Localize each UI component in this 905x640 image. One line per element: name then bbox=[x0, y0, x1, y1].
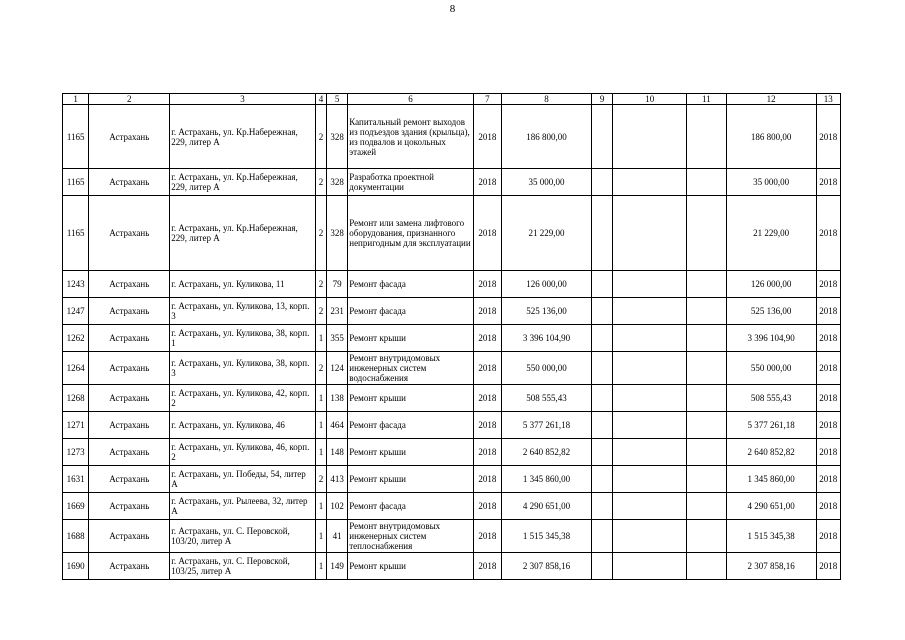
col-5-cell: 148 bbox=[327, 439, 348, 466]
address-cell: г. Астрахань, ул. Куликова, 42, корп. 2 bbox=[170, 385, 316, 412]
completion-year-cell: 2018 bbox=[816, 105, 840, 169]
year-cell: 2018 bbox=[473, 520, 501, 553]
total-amount-cell: 126 000,00 bbox=[726, 271, 816, 298]
city-cell: Астрахань bbox=[89, 493, 170, 520]
amount-cell: 21 229,00 bbox=[502, 196, 592, 271]
col-11-cell bbox=[687, 520, 726, 553]
column-header: 11 bbox=[687, 94, 726, 105]
year-cell: 2018 bbox=[473, 271, 501, 298]
work-type-cell: Ремонт фасада bbox=[348, 271, 473, 298]
amount-cell: 5 377 261,18 bbox=[502, 412, 592, 439]
col-9-cell bbox=[592, 466, 613, 493]
row-id-cell: 1243 bbox=[63, 271, 89, 298]
year-cell: 2018 bbox=[473, 553, 501, 580]
col-5-cell: 328 bbox=[327, 105, 348, 169]
table-row bbox=[63, 298, 841, 325]
column-header: 6 bbox=[348, 94, 473, 105]
col-10-cell bbox=[613, 169, 687, 196]
col-4-cell: 2 bbox=[315, 298, 326, 325]
col-5-cell: 328 bbox=[327, 196, 348, 271]
col-9-cell bbox=[592, 196, 613, 271]
col-9-cell bbox=[592, 439, 613, 466]
column-header: 10 bbox=[613, 94, 687, 105]
year-cell: 2018 bbox=[473, 325, 501, 352]
col-4-cell: 1 bbox=[315, 412, 326, 439]
amount-cell: 3 396 104,90 bbox=[502, 325, 592, 352]
amount-cell: 35 000,00 bbox=[502, 169, 592, 196]
address-cell: г. Астрахань, ул. Кр.Набережная, 229, литер А bbox=[170, 196, 316, 271]
col-5-cell: 102 bbox=[327, 493, 348, 520]
col-4-cell: 2 bbox=[315, 105, 326, 169]
address-cell: г. Астрахань, ул. Куликова, 46 bbox=[170, 412, 316, 439]
table-row bbox=[63, 169, 841, 196]
column-header: 1 bbox=[63, 94, 89, 105]
year-cell: 2018 bbox=[473, 493, 501, 520]
col-10-cell bbox=[613, 520, 687, 553]
col-11-cell bbox=[687, 169, 726, 196]
col-9-cell bbox=[592, 493, 613, 520]
column-header: 2 bbox=[89, 94, 170, 105]
col-10-cell bbox=[613, 105, 687, 169]
total-amount-cell: 2 307 858,16 bbox=[726, 553, 816, 580]
work-type-cell: Ремонт внутридомовых инженерных систем теплоснабжения bbox=[348, 520, 473, 553]
col-9-cell bbox=[592, 298, 613, 325]
address-cell: г. Астрахань, ул. С. Перовской, 103/25, литер А bbox=[170, 553, 316, 580]
table-row bbox=[63, 520, 841, 553]
table-row bbox=[63, 352, 841, 385]
col-4-cell: 1 bbox=[315, 493, 326, 520]
city-cell: Астрахань bbox=[89, 466, 170, 493]
city-cell: Астрахань bbox=[89, 105, 170, 169]
col-5-cell: 138 bbox=[327, 385, 348, 412]
city-cell: Астрахань bbox=[89, 439, 170, 466]
city-cell: Астрахань bbox=[89, 169, 170, 196]
col-11-cell bbox=[687, 352, 726, 385]
col-10-cell bbox=[613, 298, 687, 325]
completion-year-cell: 2018 bbox=[816, 325, 840, 352]
table-row bbox=[63, 412, 841, 439]
work-type-cell: Ремонт фасада bbox=[348, 493, 473, 520]
total-amount-cell: 550 000,00 bbox=[726, 352, 816, 385]
completion-year-cell: 2018 bbox=[816, 466, 840, 493]
col-11-cell bbox=[687, 298, 726, 325]
col-10-cell bbox=[613, 412, 687, 439]
col-9-cell bbox=[592, 271, 613, 298]
work-type-cell: Ремонт крыши bbox=[348, 439, 473, 466]
col-9-cell bbox=[592, 325, 613, 352]
total-amount-cell: 508 555,43 bbox=[726, 385, 816, 412]
col-10-cell bbox=[613, 385, 687, 412]
total-amount-cell: 21 229,00 bbox=[726, 196, 816, 271]
col-11-cell bbox=[687, 105, 726, 169]
amount-cell: 2 307 858,16 bbox=[502, 553, 592, 580]
work-type-cell: Ремонт фасада bbox=[348, 412, 473, 439]
col-10-cell bbox=[613, 553, 687, 580]
col-4-cell: 1 bbox=[315, 439, 326, 466]
row-id-cell: 1165 bbox=[63, 196, 89, 271]
address-cell: г. Астрахань, ул. С. Перовской, 103/20, литер А bbox=[170, 520, 316, 553]
col-9-cell bbox=[592, 412, 613, 439]
col-9-cell bbox=[592, 385, 613, 412]
col-10-cell bbox=[613, 493, 687, 520]
col-9-cell bbox=[592, 105, 613, 169]
col-9-cell bbox=[592, 352, 613, 385]
table-row bbox=[63, 271, 841, 298]
col-11-cell bbox=[687, 439, 726, 466]
column-header: 9 bbox=[592, 94, 613, 105]
amount-cell: 525 136,00 bbox=[502, 298, 592, 325]
city-cell: Астрахань bbox=[89, 196, 170, 271]
table-row bbox=[63, 439, 841, 466]
completion-year-cell: 2018 bbox=[816, 520, 840, 553]
row-id-cell: 1271 bbox=[63, 412, 89, 439]
work-type-cell: Капитальный ремонт выходов из подъездов здания (крыльца), из подвалов и цокольных этажей bbox=[348, 105, 473, 169]
col-4-cell: 1 bbox=[315, 553, 326, 580]
work-type-cell: Ремонт внутридомовых инженерных систем водоснабжения bbox=[348, 352, 473, 385]
year-cell: 2018 bbox=[473, 412, 501, 439]
col-4-cell: 2 bbox=[315, 271, 326, 298]
address-cell: г. Астрахань, ул. Кр.Набережная, 229, литер А bbox=[170, 105, 316, 169]
col-9-cell bbox=[592, 553, 613, 580]
row-id-cell: 1631 bbox=[63, 466, 89, 493]
amount-cell: 1 345 860,00 bbox=[502, 466, 592, 493]
col-4-cell: 2 bbox=[315, 466, 326, 493]
city-cell: Астрахань bbox=[89, 271, 170, 298]
work-type-cell: Ремонт крыши bbox=[348, 385, 473, 412]
col-11-cell bbox=[687, 466, 726, 493]
total-amount-cell: 3 396 104,90 bbox=[726, 325, 816, 352]
year-cell: 2018 bbox=[473, 298, 501, 325]
address-cell: г. Астрахань, ул. Кр.Набережная, 229, литер А bbox=[170, 169, 316, 196]
completion-year-cell: 2018 bbox=[816, 553, 840, 580]
amount-cell: 550 000,00 bbox=[502, 352, 592, 385]
total-amount-cell: 186 800,00 bbox=[726, 105, 816, 169]
col-11-cell bbox=[687, 271, 726, 298]
completion-year-cell: 2018 bbox=[816, 298, 840, 325]
completion-year-cell: 2018 bbox=[816, 412, 840, 439]
table-row bbox=[63, 105, 841, 169]
col-10-cell bbox=[613, 439, 687, 466]
col-11-cell bbox=[687, 385, 726, 412]
column-header: 4 bbox=[315, 94, 326, 105]
row-id-cell: 1690 bbox=[63, 553, 89, 580]
table-row bbox=[63, 385, 841, 412]
city-cell: Астрахань bbox=[89, 352, 170, 385]
col-5-cell: 231 bbox=[327, 298, 348, 325]
address-cell: г. Астрахань, ул. Куликова, 38, корп. 3 bbox=[170, 352, 316, 385]
address-cell: г. Астрахань, ул. Победы, 54, литер А bbox=[170, 466, 316, 493]
page-number: 8 bbox=[449, 3, 456, 15]
col-10-cell bbox=[613, 466, 687, 493]
amount-cell: 4 290 651,00 bbox=[502, 493, 592, 520]
city-cell: Астрахань bbox=[89, 385, 170, 412]
city-cell: Астрахань bbox=[89, 325, 170, 352]
row-id-cell: 1273 bbox=[63, 439, 89, 466]
table-row bbox=[63, 196, 841, 271]
city-cell: Астрахань bbox=[89, 298, 170, 325]
completion-year-cell: 2018 bbox=[816, 169, 840, 196]
col-10-cell bbox=[613, 196, 687, 271]
column-header: 12 bbox=[726, 94, 816, 105]
col-9-cell bbox=[592, 520, 613, 553]
row-id-cell: 1165 bbox=[63, 105, 89, 169]
amount-cell: 508 555,43 bbox=[502, 385, 592, 412]
city-cell: Астрахань bbox=[89, 553, 170, 580]
col-10-cell bbox=[613, 325, 687, 352]
amount-cell: 126 000,00 bbox=[502, 271, 592, 298]
address-cell: г. Астрахань, ул. Куликова, 11 bbox=[170, 271, 316, 298]
address-cell: г. Астрахань, ул. Куликова, 46, корп. 2 bbox=[170, 439, 316, 466]
work-type-cell: Ремонт или замена лифтового оборудования, признанного непригодным для эксплуатации bbox=[348, 196, 473, 271]
column-header: 13 bbox=[816, 94, 840, 105]
total-amount-cell: 2 640 852,82 bbox=[726, 439, 816, 466]
column-number-header-row bbox=[63, 94, 841, 105]
total-amount-cell: 5 377 261,18 bbox=[726, 412, 816, 439]
year-cell: 2018 bbox=[473, 385, 501, 412]
total-amount-cell: 525 136,00 bbox=[726, 298, 816, 325]
row-id-cell: 1262 bbox=[63, 325, 89, 352]
row-id-cell: 1268 bbox=[63, 385, 89, 412]
col-5-cell: 149 bbox=[327, 553, 348, 580]
row-id-cell: 1688 bbox=[63, 520, 89, 553]
year-cell: 2018 bbox=[473, 439, 501, 466]
col-10-cell bbox=[613, 352, 687, 385]
row-id-cell: 1247 bbox=[63, 298, 89, 325]
col-4-cell: 2 bbox=[315, 169, 326, 196]
year-cell: 2018 bbox=[473, 466, 501, 493]
row-id-cell: 1669 bbox=[63, 493, 89, 520]
year-cell: 2018 bbox=[473, 169, 501, 196]
address-cell: г. Астрахань, ул. Куликова, 38, корп. 1 bbox=[170, 325, 316, 352]
column-header: 5 bbox=[327, 94, 348, 105]
work-type-cell: Разработка проектной документации bbox=[348, 169, 473, 196]
col-4-cell: 1 bbox=[315, 520, 326, 553]
work-type-cell: Ремонт крыши bbox=[348, 466, 473, 493]
col-5-cell: 41 bbox=[327, 520, 348, 553]
work-type-cell: Ремонт фасада bbox=[348, 298, 473, 325]
amount-cell: 1 515 345,38 bbox=[502, 520, 592, 553]
total-amount-cell: 1 515 345,38 bbox=[726, 520, 816, 553]
total-amount-cell: 4 290 651,00 bbox=[726, 493, 816, 520]
col-5-cell: 124 bbox=[327, 352, 348, 385]
col-10-cell bbox=[613, 271, 687, 298]
completion-year-cell: 2018 bbox=[816, 439, 840, 466]
total-amount-cell: 35 000,00 bbox=[726, 169, 816, 196]
row-id-cell: 1165 bbox=[63, 169, 89, 196]
column-header: 7 bbox=[473, 94, 501, 105]
col-5-cell: 328 bbox=[327, 169, 348, 196]
amount-cell: 2 640 852,82 bbox=[502, 439, 592, 466]
col-4-cell: 2 bbox=[315, 196, 326, 271]
completion-year-cell: 2018 bbox=[816, 385, 840, 412]
col-5-cell: 79 bbox=[327, 271, 348, 298]
address-cell: г. Астрахань, ул. Куликова, 13, корп. 3 bbox=[170, 298, 316, 325]
amount-cell: 186 800,00 bbox=[502, 105, 592, 169]
address-cell: г. Астрахань, ул. Рылеева, 32, литер А bbox=[170, 493, 316, 520]
table-row bbox=[63, 553, 841, 580]
row-id-cell: 1264 bbox=[63, 352, 89, 385]
table-row bbox=[63, 466, 841, 493]
col-11-cell bbox=[687, 553, 726, 580]
city-cell: Астрахань bbox=[89, 412, 170, 439]
work-type-cell: Ремонт крыши bbox=[348, 325, 473, 352]
col-11-cell bbox=[687, 412, 726, 439]
completion-year-cell: 2018 bbox=[816, 352, 840, 385]
col-11-cell bbox=[687, 196, 726, 271]
table-row bbox=[63, 325, 841, 352]
col-11-cell bbox=[687, 325, 726, 352]
col-5-cell: 464 bbox=[327, 412, 348, 439]
year-cell: 2018 bbox=[473, 352, 501, 385]
city-cell: Астрахань bbox=[89, 520, 170, 553]
completion-year-cell: 2018 bbox=[816, 271, 840, 298]
col-5-cell: 413 bbox=[327, 466, 348, 493]
year-cell: 2018 bbox=[473, 196, 501, 271]
year-cell: 2018 bbox=[473, 105, 501, 169]
col-9-cell bbox=[592, 169, 613, 196]
col-4-cell: 1 bbox=[315, 385, 326, 412]
col-4-cell: 1 bbox=[315, 325, 326, 352]
repair-program-table bbox=[62, 93, 841, 580]
table-row bbox=[63, 493, 841, 520]
col-5-cell: 355 bbox=[327, 325, 348, 352]
completion-year-cell: 2018 bbox=[816, 493, 840, 520]
total-amount-cell: 1 345 860,00 bbox=[726, 466, 816, 493]
col-4-cell: 2 bbox=[315, 352, 326, 385]
column-header: 8 bbox=[502, 94, 592, 105]
column-header: 3 bbox=[170, 94, 316, 105]
completion-year-cell: 2018 bbox=[816, 196, 840, 271]
work-type-cell: Ремонт крыши bbox=[348, 553, 473, 580]
col-11-cell bbox=[687, 493, 726, 520]
